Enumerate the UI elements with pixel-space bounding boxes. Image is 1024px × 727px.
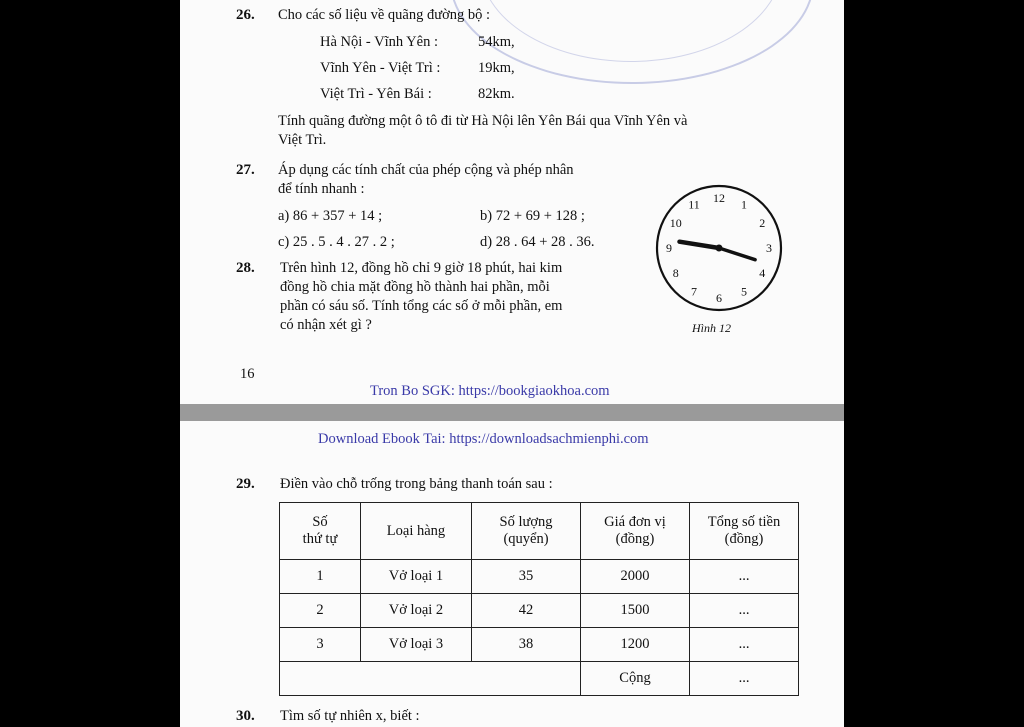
table-row [280, 628, 799, 662]
cell-total[interactable]: ... [690, 628, 799, 662]
cell-item: Vở loại 1 [361, 560, 472, 594]
q27-part-b: b) 72 + 69 + 128 ; [480, 208, 585, 224]
payment-table [279, 502, 799, 696]
clock-caption: Hình 12 [692, 321, 731, 335]
clock-number-11: 11 [688, 197, 700, 212]
q27-line-2: để tính nhanh : [278, 181, 365, 197]
clock-figure [653, 182, 785, 314]
q27-part-c: c) 25 . 5 . 4 . 27 . 2 ; [278, 234, 395, 250]
q26-task-line-2: Việt Trì. [278, 132, 327, 148]
q26-route-2: Vĩnh Yên - Việt Trì : [320, 60, 441, 76]
clock-number-10: 10 [669, 216, 682, 230]
header-link[interactable]: Download Ebook Tai: https://downloadsachmienphi.com [318, 431, 649, 447]
q27-part-d: d) 28 . 64 + 28 . 36. [480, 234, 595, 250]
cell-item: Vở loại 3 [361, 628, 472, 662]
q26-dist-1: 54km, [478, 34, 515, 50]
q28-line-1: Trên hình 12, đồng hồ chỉ 9 giờ 18 phút, hai kim [280, 260, 563, 276]
q26-route-1: Hà Nội - Vĩnh Yên : [320, 34, 438, 50]
cell-total[interactable]: ... [690, 594, 799, 628]
clock-number-2: 2 [759, 216, 766, 230]
table-header-row [280, 503, 799, 560]
clock-number-12: 12 [713, 191, 725, 205]
q30-text: Tìm số tự nhiên x, biết : [280, 708, 420, 724]
q29-number: 29. [236, 476, 255, 492]
table-row [280, 560, 799, 594]
cell-price: 1200 [581, 628, 690, 662]
sum-label: Cộng [581, 662, 690, 696]
cell-qty: 38 [472, 628, 581, 662]
q29-text: Điền vào chỗ trống trong bảng thanh toán sau : [280, 476, 553, 492]
q28-line-4: có nhận xét gì ? [280, 317, 372, 333]
cell-qty: 35 [472, 560, 581, 594]
q26-number: 26. [236, 7, 255, 23]
header-qty: Số lượng (quyển) [472, 503, 581, 560]
clock-number-7: 7 [691, 284, 697, 299]
q30-number: 30. [236, 708, 255, 724]
cell-stt: 2 [280, 594, 361, 628]
clock-number-4: 4 [759, 266, 766, 280]
clock-center [716, 245, 723, 252]
sum-empty-cell [280, 662, 581, 696]
q27-line-1: Áp dụng các tính chất của phép cộng và phép nhân [278, 162, 574, 178]
cell-qty: 42 [472, 594, 581, 628]
clock-number-1: 1 [741, 197, 747, 212]
header-total: Tổng số tiền (đồng) [690, 503, 799, 560]
cell-total[interactable]: ... [690, 560, 799, 594]
cell-price: 1500 [581, 594, 690, 628]
table-sum-row [280, 662, 799, 696]
q26-dist-2: 19km, [478, 60, 515, 76]
cell-item: Vở loại 2 [361, 594, 472, 628]
clock-number-5: 5 [741, 284, 747, 299]
clock-minute-hand [719, 248, 755, 260]
clock-number-3: 3 [766, 241, 772, 255]
header-item: Loại hàng [361, 503, 472, 560]
q28-line-3: phần có sáu số. Tính tổng các số ở mỗi phần, em [280, 298, 563, 314]
cell-stt: 1 [280, 560, 361, 594]
q26-intro: Cho các số liệu về quãng đường bộ : [278, 7, 491, 23]
cell-stt: 3 [280, 628, 361, 662]
sum-value[interactable]: ... [690, 662, 799, 696]
page-number: 16 [240, 366, 255, 382]
page-separator [180, 404, 844, 421]
clock-hour-hand [680, 242, 720, 248]
q28-number: 28. [236, 260, 255, 276]
clock-number-6: 6 [716, 291, 722, 305]
q27-number: 27. [236, 162, 255, 178]
q26-route-3: Việt Trì - Yên Bái : [320, 86, 432, 102]
header-stt: Số thứ tự [280, 503, 361, 560]
clock-number-9: 9 [666, 241, 672, 255]
footer-link[interactable]: Tron Bo SGK: https://bookgiaokhoa.com [370, 383, 610, 399]
clock-number-8: 8 [672, 266, 679, 280]
table-row [280, 594, 799, 628]
q27-part-a: a) 86 + 357 + 14 ; [278, 208, 383, 224]
q26-task-line-1: Tính quãng đường một ô tô đi từ Hà Nội lên Yên Bái qua Vĩnh Yên và [278, 113, 688, 129]
cell-price: 2000 [581, 560, 690, 594]
q28-line-2: đồng hồ chia mặt đồng hồ thành hai phần, mỗi [280, 279, 550, 295]
header-price: Giá đơn vị (đồng) [581, 503, 690, 560]
q26-dist-3: 82km. [478, 86, 515, 102]
